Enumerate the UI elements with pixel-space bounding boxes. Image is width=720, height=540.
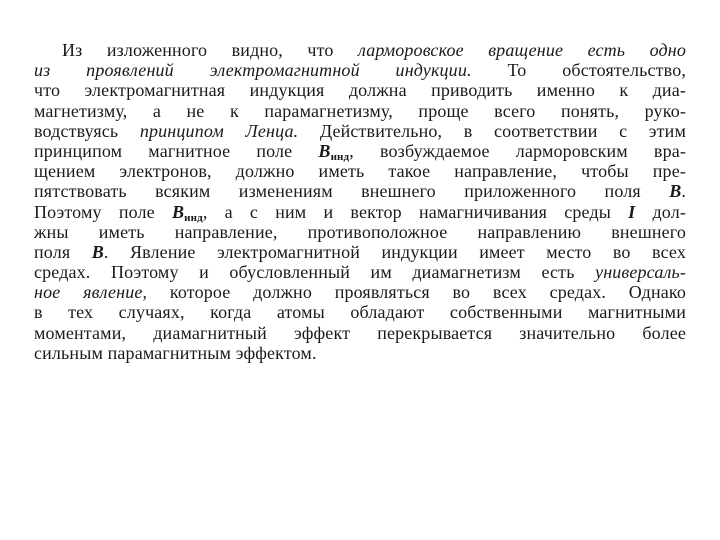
text-run: поля <box>34 241 92 262</box>
emphasis-text: B <box>318 140 331 161</box>
text-line <box>34 242 686 262</box>
emphasis-text: I <box>628 201 636 222</box>
text-line <box>34 121 686 141</box>
emphasis-text: ларморовское вращение есть одно <box>358 40 686 60</box>
text-run: дол- <box>635 201 686 222</box>
text-run: . <box>681 181 686 202</box>
text-run: магнетизму, а не к парамагнетизму, проще всего понять, руко- <box>34 100 686 121</box>
text-run: щением электронов, должно иметь такое направление, чтобы пре- <box>34 161 686 182</box>
text-run: водствуясь <box>34 120 140 141</box>
text-line <box>34 302 686 322</box>
text-line <box>34 343 686 363</box>
text-line <box>34 262 686 282</box>
emphasis-text: принципом Ленца. <box>139 120 299 141</box>
text-run: сильным парамагнитным эффектом. <box>34 342 317 363</box>
text-line <box>34 40 686 60</box>
text-run: пятствовать всяким изменениям внешнего приложенного поля <box>34 181 670 202</box>
text-run: Действительно, в соответствии с этим <box>298 120 686 141</box>
text-run: , возбуждаемое ларморовским вра- <box>349 140 687 161</box>
emphasis-text: B <box>91 241 104 262</box>
text-run: Из изложенного видно, что <box>62 40 358 60</box>
emphasis-text: из проявлений электромагнитной индукции. <box>34 60 472 81</box>
text-run: . Явление электромагнитной индукции имеет место во всех <box>103 241 686 262</box>
emphasis-text: B <box>171 201 185 222</box>
emphasis-text: универсаль- <box>595 262 686 283</box>
text-line <box>34 161 686 181</box>
text-run: которое должно проявляться во всех средах. Однако <box>147 282 686 303</box>
text-run: , а с ним и вектор намагничивания среды <box>202 201 629 222</box>
text-line <box>34 282 686 302</box>
text-run: Поэтому поле <box>34 201 172 222</box>
text-run: в тех случаях, когда атомы обладают собственными магнитными <box>34 302 686 323</box>
text-line <box>34 101 686 121</box>
text-run: что электромагнитная индукция должна приводить именно к диа- <box>34 80 686 101</box>
text-run: средах. Поэтому и обусловленный им диамагнетизм есть <box>34 262 596 283</box>
subscript-text: инд <box>330 150 350 163</box>
text-run: То обстоятельство, <box>471 60 687 81</box>
text-line <box>34 181 686 201</box>
text-run: моментами, диамагнитный эффект перекрывается значительно более <box>34 322 686 343</box>
text-line <box>34 60 686 80</box>
text-line <box>34 202 686 222</box>
text-run: жны иметь направление, противоположное направлению внешнего <box>34 221 686 242</box>
subscript-text: инд <box>184 211 203 224</box>
text-line <box>34 141 686 161</box>
text-line <box>34 222 686 242</box>
emphasis-text: B <box>669 181 682 202</box>
text-run: принципом магнитное поле <box>34 140 319 161</box>
emphasis-text: ное явление, <box>34 282 148 303</box>
body-paragraph <box>34 40 686 363</box>
text-line <box>34 80 686 100</box>
text-line <box>34 323 686 343</box>
